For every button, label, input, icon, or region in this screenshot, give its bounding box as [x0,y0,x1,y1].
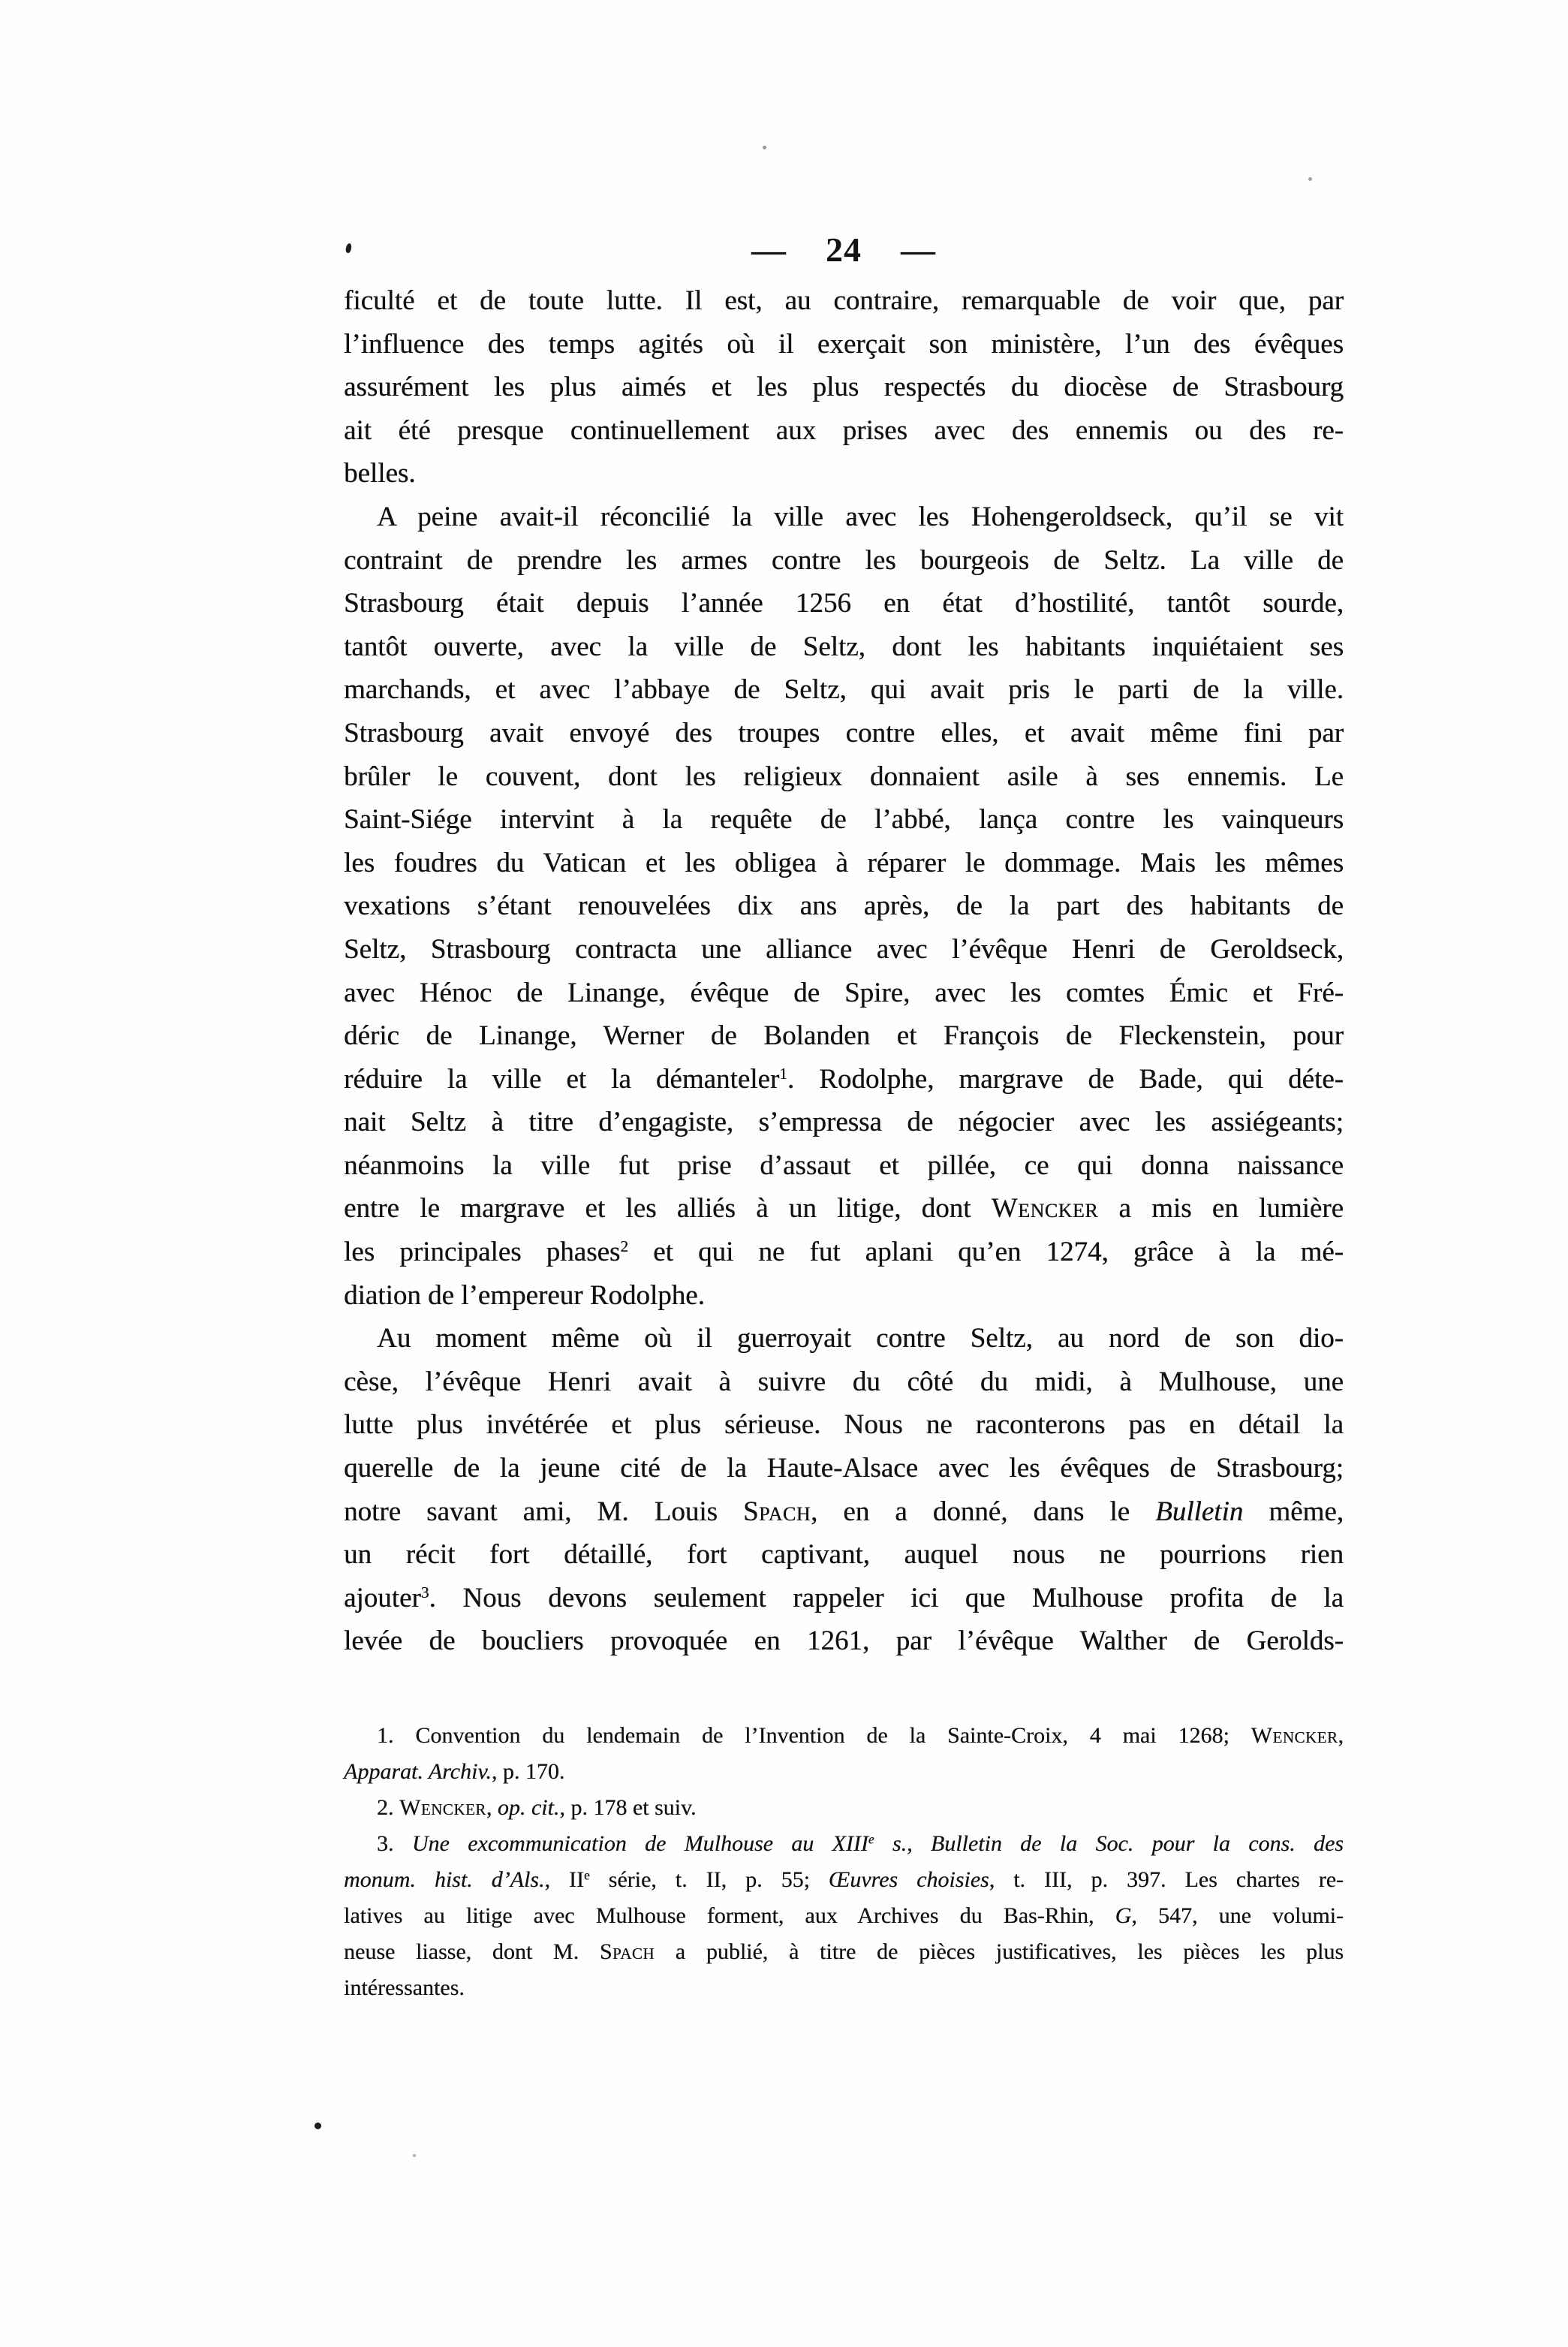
text-segment: A peine avait-il réconcilié la ville avec les Hohengeroldseck, qu’il se vit [377,501,1344,532]
text-segment: op. cit. [497,1795,560,1820]
text-segment: Bulletin [1155,1496,1244,1527]
text-segment: 2. [377,1795,399,1820]
text-segment: 3 [420,1583,429,1602]
text-segment: e [583,1867,590,1883]
text-segment: 3. [377,1831,412,1856]
text-line [344,1014,1344,1058]
text-segment: Strasbourg était depuis l’année 1256 en état d’hostilité, tantôt sourde, [344,588,1344,619]
text-segment: Au moment même où il guerroyait contre Seltz, au nord de son dio- [377,1323,1344,1354]
text-segment: , p. 170. [491,1759,565,1784]
text-segment: et qui ne fut aplani qu’en 1274, grâce à la mé- [628,1237,1344,1268]
text-line [344,1403,1344,1447]
text-segment: Une excommunication de Mulhouse au XIII [411,1831,868,1856]
text-line [344,279,1344,323]
ink-speck [1308,177,1312,181]
text-segment: l’influence des temps agités où il exerçait son ministère, l’un des évêques [344,328,1344,360]
text-segment: ait été presque continuellement aux prises avec des ennemis ou des re- [344,414,1344,446]
text-segment: les foudres du Vatican et les obligea à réparer le dommage. Mais les mêmes [344,847,1344,878]
text-segment: contraint de prendre les armes contre les bourgeois de Seltz. La ville de [344,544,1344,576]
text-segment: a mis en lumière [1098,1193,1344,1225]
text-segment: néanmoins la ville fut prise d’assaut et pillée, ce qui donna naissance [344,1149,1344,1181]
text-segment: déric de Linange, Werner de Bolanden et François de Fleckenstein, pour [344,1020,1344,1052]
text-line [344,1447,1344,1490]
text-segment: ajouter [344,1582,421,1613]
text-line [344,1058,1344,1101]
text-segment: levée de boucliers provoquée en 1261, par l’évêque Walther de Gerolds- [344,1625,1344,1657]
text-line [344,323,1344,366]
text-segment: , 547, une volumi- [1131,1903,1344,1928]
text-segment: , [486,1795,498,1820]
text-segment: Spach [742,1496,811,1527]
text-segment: Seltz, Strasbourg contracta une alliance avec l’évêque Henri de Geroldseck, [344,933,1344,965]
text-line [344,409,1344,453]
text-line [344,1862,1344,1898]
text-segment: G [1115,1903,1132,1928]
text-segment: , [1338,1723,1344,1748]
text-line [344,1187,1344,1231]
text-segment: neuse liasse, dont M. [344,1939,600,1964]
page-number: 24 [826,230,862,269]
text-segment: lutte plus invétérée et plus sérieuse. Nous ne raconterons pas en détail la [344,1409,1344,1441]
text-segment: Saint-Siége intervint à la requête de l’abbé, lança contre les vainqueurs [344,804,1344,836]
text-segment: nait Seltz à titre d’engagiste, s’empressa de négocier avec les assiégeants; [344,1107,1344,1138]
text-line [344,366,1344,409]
text-line [344,884,1344,928]
text-segment: entre le margrave et les alliés à un litige, dont [344,1193,992,1225]
text-line [344,1360,1344,1404]
text-segment: Wencker [991,1193,1099,1225]
text-line [344,1533,1344,1577]
text-segment: s., Bulletin de la Soc. pour la cons. des [874,1831,1344,1856]
ink-speck [763,146,766,149]
text-segment: , p. 178 et suiv. [559,1795,697,1820]
text-line [344,1934,1344,1970]
text-line [344,1970,1344,2006]
text-segment: diation de l’empereur Rodolphe. [344,1279,705,1311]
text-segment: Wencker [1250,1723,1338,1748]
body-text [344,279,1344,1663]
text-segment: les principales phases [344,1237,621,1268]
ink-speck [413,2154,416,2157]
text-segment: querelle de la jeune cité de la Haute-Alsace avec les évêques de Strasbourg; [344,1453,1344,1484]
text-line [344,1754,1344,1790]
text-segment: même, [1243,1496,1344,1527]
text-segment: monum. hist. d’Als. [344,1867,545,1892]
header-right-dash: — [901,230,936,269]
text-segment: . Nous devons seulement rappeler ici que Mulhouse profita de la [429,1582,1344,1613]
text-segment: , en a donné, dans le [811,1496,1156,1527]
text-segment: 1. Convention du lendemain de l’Invention de la Sainte-Croix, 4 mai 1268; [377,1723,1251,1748]
text-line [344,1790,1344,1826]
page-header [344,230,1344,270]
text-line [344,1317,1344,1360]
text-segment: . Rodolphe, margrave de Bade, qui déte- [787,1063,1344,1095]
text-line [344,1144,1344,1188]
text-line [344,582,1344,625]
text-segment: avec Hénoc de Linange, évêque de Spire, avec les comtes Émic et Fré- [344,977,1344,1008]
footnotes [344,1718,1344,2006]
text-line [344,1231,1344,1274]
text-segment: notre savant ami, M. Louis [344,1496,743,1527]
text-segment: belles. [344,458,416,490]
text-line [344,972,1344,1015]
text-segment: 1 [779,1064,787,1083]
text-segment: , t. III, p. 397. Les chartes re- [989,1867,1344,1892]
text-line [344,668,1344,712]
text-segment: latives au litige avec Mulhouse forment, aux Archives du Bas-Rhin, [344,1903,1115,1928]
text-line [344,625,1344,669]
text-segment: Strasbourg avait envoyé des troupes contre elles, et avait même fini par [344,717,1344,749]
text-line [344,712,1344,755]
text-segment: marchands, et avec l’abbaye de Seltz, qui avait pris le parti de la ville. [344,674,1344,706]
text-line [344,1619,1344,1663]
text-line [344,539,1344,583]
header-left-dash: — [751,230,787,269]
text-line [344,1274,1344,1318]
text-line [344,1577,1344,1620]
text-segment: Wencker [399,1795,486,1820]
text-segment: assurément les plus aimés et les plus respectés du diocèse de Strasbourg [344,372,1344,403]
text-segment: intéressantes. [344,1975,465,2000]
text-line [344,1718,1344,1754]
text-segment: 2 [620,1237,629,1256]
text-line [344,1826,1344,1862]
text-segment: Spach [599,1939,655,1964]
text-segment: brûler le couvent, dont les religieux donnaient asile à ses ennemis. Le [344,761,1344,792]
ink-speck [315,2123,321,2129]
text-segment: tantôt ouverte, avec la ville de Seltz, dont les habitants inquiétaient ses [344,631,1344,662]
text-segment: cèse, l’évêque Henri avait à suivre du côté du midi, à Mulhouse, une [344,1366,1344,1397]
text-segment: réduire la ville et la démanteler [344,1063,780,1095]
text-segment: a publié, à titre de pièces justificatives, les pièces les plus [655,1939,1344,1964]
text-line [344,1898,1344,1934]
text-line [344,798,1344,842]
text-segment: un récit fort détaillé, fort captivant, auquel nous ne pourrions rien [344,1539,1344,1571]
text-line [344,452,1344,496]
text-line [344,842,1344,885]
text-line [344,928,1344,972]
text-line [344,755,1344,799]
text-segment: série, t. II, p. 55; [589,1867,829,1892]
text-segment: vexations s’étant renouvelées dix ans après, de la part des habitants de [344,890,1344,922]
text-line [344,1101,1344,1144]
text-segment: Œuvres choisies [828,1867,989,1892]
text-line [344,496,1344,539]
text-segment: e [868,1831,874,1847]
text-segment: ficulté et de toute lutte. Il est, au contraire, remarquable de voir que, par [344,285,1344,316]
text-segment: Apparat. Archiv. [344,1759,492,1784]
text-line [344,1490,1344,1534]
text-segment: , II [544,1867,584,1892]
